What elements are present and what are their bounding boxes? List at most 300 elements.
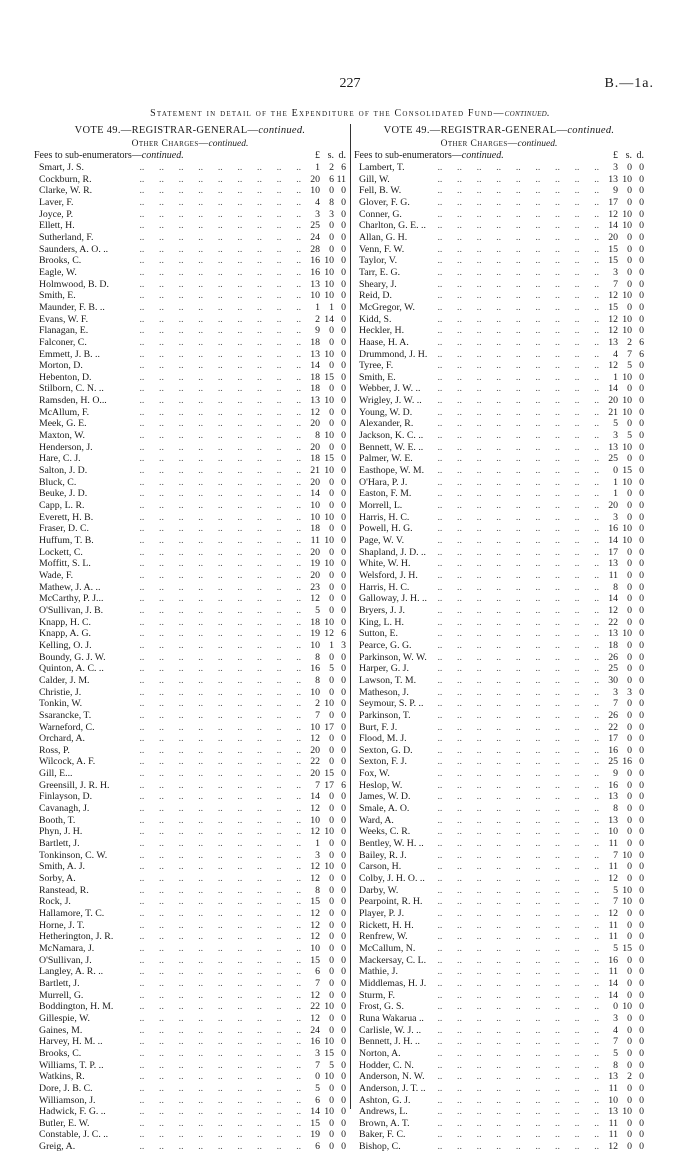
leader-dots: .. .. .. .. .. .. .. .. .. (437, 616, 604, 628)
amount-pence: 0 (341, 430, 346, 442)
payee-name: Mathie, J. (359, 966, 398, 978)
amount-shillings: 0 (627, 663, 632, 675)
table-row (354, 349, 644, 361)
amount-pounds: 15 (608, 243, 618, 255)
amount-shillings: 0 (329, 1129, 334, 1141)
payee-name: Smart, J. S. (39, 162, 84, 173)
table-row (354, 314, 644, 326)
leader-dots: .. .. .. .. .. .. .. .. .. (437, 430, 604, 442)
amount-pence: 0 (341, 208, 346, 220)
payee-name: Webber, J. W. .. (359, 383, 421, 395)
payee-name: Christie, J. (39, 686, 82, 698)
amount-pounds: 24 (310, 231, 320, 243)
leader-dots: .. .. .. .. .. .. .. .. .. (139, 604, 306, 616)
payee-name: Bishop, C. (359, 1141, 401, 1153)
amount-pounds: 14 (608, 383, 618, 395)
amount-pence: 0 (639, 500, 644, 512)
table-row (34, 943, 346, 955)
amount-pounds: 18 (310, 523, 320, 535)
payee-name: Renfrew, W. (359, 931, 408, 943)
amount-pounds: 10 (310, 942, 320, 954)
leader-dots: .. .. .. .. .. .. .. .. .. (437, 604, 604, 616)
table-row (354, 325, 644, 337)
leader-dots: .. .. .. .. .. .. .. .. .. (139, 266, 306, 278)
amount-shillings: 10 (622, 325, 632, 337)
amount-pounds: 10 (310, 500, 320, 512)
amount-pence: 0 (341, 686, 346, 698)
amount-pounds: 15 (310, 896, 320, 908)
amount-pounds: 15 (310, 1117, 320, 1129)
amount-shillings: 0 (627, 768, 632, 780)
table-row (354, 1013, 644, 1025)
payee-name: Stilborn, C. N. .. (39, 383, 104, 395)
payee-name: Ross, P. (39, 744, 70, 756)
amount-pence: 0 (341, 185, 346, 197)
vote-title-suffix: continued. (567, 125, 615, 136)
amount-shillings: 0 (627, 243, 632, 255)
amount-shillings: 15 (324, 1047, 334, 1059)
amount-pence: 0 (341, 453, 346, 465)
amount-pounds: 6 (315, 1094, 320, 1106)
amount-pounds: 21 (608, 406, 618, 418)
payee-name: Gillespie, W. (39, 1012, 90, 1024)
payee-name: King, L. H. (359, 616, 404, 628)
leader-dots: .. .. .. .. .. .. .. .. .. (139, 1012, 306, 1024)
amount-shillings: 17 (324, 779, 334, 791)
leader-dots: .. .. .. .. .. .. .. .. .. (437, 593, 604, 605)
amount-shillings: 15 (324, 371, 334, 383)
payee-name: Quinton, A. C. .. (39, 663, 104, 675)
table-row (34, 745, 346, 757)
amount-pence: 0 (341, 616, 346, 628)
payee-name: Easton, F. M. (359, 488, 412, 500)
amount-pence: 0 (341, 674, 346, 686)
table-row (34, 931, 346, 943)
leader-dots: .. .. .. .. .. .. .. .. .. (139, 931, 306, 943)
table-row (354, 512, 644, 524)
leader-dots: .. .. .. .. .. .. .. .. .. (139, 849, 306, 861)
table-row (354, 1036, 644, 1048)
amount-shillings: 0 (627, 511, 632, 523)
amount-pounds: 13 (608, 1071, 618, 1083)
leader-dots: .. .. .. .. .. .. .. .. .. (139, 1047, 306, 1059)
payee-name: Maunder, F. B. .. (39, 301, 105, 313)
payee-name: Sexton, F. J. (359, 756, 407, 768)
leader-dots: .. .. .. .. .. .. .. .. .. (437, 838, 604, 850)
amount-pence: 11 (336, 173, 346, 185)
table-row (354, 768, 644, 780)
payee-name: Beuke, J. D. (39, 488, 88, 500)
amount-pence: 0 (341, 977, 346, 989)
table-row (34, 1060, 346, 1072)
payee-name: O'Hara, P. J. (359, 476, 408, 488)
right-column (354, 124, 644, 1153)
leader-dots: .. .. .. .. .. .. .. .. .. (139, 639, 306, 651)
payee-name: Boddington, H. M. (39, 1001, 114, 1013)
amount-pounds: 20 (310, 546, 320, 558)
amount-shillings: 0 (329, 185, 334, 197)
amount-shillings: 10 (324, 395, 334, 407)
leader-dots: .. .. .. .. .. .. .. .. .. (437, 803, 604, 815)
amount-pounds: 16 (608, 954, 618, 966)
payee-name: Knapp, A. G. (39, 628, 91, 640)
amount-shillings: 6 (329, 173, 334, 185)
amount-pence: 0 (639, 173, 644, 185)
amount-pounds: 0 (315, 1071, 320, 1083)
amount-pence: 0 (639, 488, 644, 500)
amount-pounds: 13 (310, 348, 320, 360)
payee-name: Sheary, J. (359, 278, 397, 290)
amount-pence: 0 (341, 546, 346, 558)
leader-dots: .. .. .. .. .. .. .. .. .. (139, 1001, 306, 1013)
payee-name: McCallum, N. (359, 942, 416, 954)
leader-dots: .. .. .. .. .. .. .. .. .. (437, 383, 604, 395)
table-row (354, 535, 644, 547)
payee-name: Greensill, J. R. H. (39, 779, 110, 791)
table-row (34, 815, 346, 827)
amount-pence: 0 (639, 1129, 644, 1141)
amount-shillings: 0 (329, 476, 334, 488)
amount-pence: 0 (341, 663, 346, 675)
amount-pence: 0 (639, 406, 644, 418)
leader-dots: .. .. .. .. .. .. .. .. .. (139, 989, 306, 1001)
table-row (354, 477, 644, 489)
leader-dots: .. .. .. .. .. .. .. .. .. (437, 814, 604, 826)
amount-pounds: 12 (608, 1141, 618, 1153)
amount-shillings: 0 (627, 616, 632, 628)
table-row (34, 1129, 346, 1141)
leader-dots: .. .. .. .. .. .. .. .. .. (139, 441, 306, 453)
leader-dots: .. .. .. .. .. .. .. .. .. (139, 1094, 306, 1106)
amount-pence: 0 (341, 348, 346, 360)
amount-pounds: 13 (608, 814, 618, 826)
amount-pounds: 20 (608, 231, 618, 243)
table-row (354, 244, 644, 256)
table-row (354, 255, 644, 267)
amount-pounds: 8 (613, 803, 618, 815)
table-row (34, 360, 346, 372)
payee-name: Langley, A. R. .. (39, 966, 104, 978)
amount-pence: 0 (639, 628, 644, 640)
leader-dots: .. .. .. .. .. .. .. .. .. (139, 348, 306, 360)
amount-shillings: 0 (329, 569, 334, 581)
amount-pence: 0 (639, 826, 644, 838)
leader-dots: .. .. .. .. .. .. .. .. .. (139, 476, 306, 488)
amount-pence: 0 (639, 231, 644, 243)
amount-pence: 0 (341, 1129, 346, 1141)
amount-shillings: 0 (329, 709, 334, 721)
amount-shillings: 0 (329, 931, 334, 943)
amount-pence: 0 (341, 325, 346, 337)
amount-shillings: 0 (329, 756, 334, 768)
amount-shillings: 0 (329, 325, 334, 337)
amount-pounds: 3 (315, 1047, 320, 1059)
amount-pounds: 20 (608, 500, 618, 512)
fees-heading-text: Fees to sub-enumerators— (354, 150, 462, 161)
payee-name: Ranstead, R. (39, 884, 89, 896)
amount-pounds: 1 (315, 838, 320, 850)
amount-shillings: 10 (324, 558, 334, 570)
amount-shillings: 0 (329, 896, 334, 908)
leader-dots: .. .. .. .. .. .. .. .. .. (437, 733, 604, 745)
amount-pence: 0 (639, 884, 644, 896)
amount-pounds: 1 (315, 301, 320, 313)
leader-dots: .. .. .. .. .. .. .. .. .. (437, 231, 604, 243)
amount-shillings: 0 (329, 814, 334, 826)
amount-shillings: 8 (329, 196, 334, 208)
leader-dots: .. .. .. .. .. .. .. .. .. (139, 884, 306, 896)
payee-name: Mathew, J. A. .. (39, 581, 101, 593)
leader-dots: .. .. .. .. .. .. .. .. .. (139, 371, 306, 383)
amount-shillings: 0 (329, 1012, 334, 1024)
table-row (34, 407, 346, 419)
amount-pounds: 12 (608, 604, 618, 616)
table-row (34, 488, 346, 500)
amount-pounds: 11 (608, 931, 618, 943)
amount-shillings: 0 (627, 1012, 632, 1024)
leader-dots: .. .. .. .. .. .. .. .. .. (437, 884, 604, 896)
leader-dots: .. .. .. .. .. .. .. .. .. (139, 360, 306, 372)
amount-pounds: 13 (310, 278, 320, 290)
amount-shillings: 0 (329, 1094, 334, 1106)
amount-shillings: 2 (329, 162, 334, 173)
amount-pence: 0 (639, 430, 644, 442)
amount-pence: 0 (341, 569, 346, 581)
leader-dots: .. .. .. .. .. .. .. .. .. (437, 418, 604, 430)
leader-dots: .. .. .. .. .. .. .. .. .. (437, 1059, 604, 1071)
payee-name: Tonkinson, C. W. (39, 849, 108, 861)
amount-pence: 0 (639, 1082, 644, 1094)
payee-name: Taylor, V. (359, 255, 398, 267)
amount-shillings: 0 (329, 336, 334, 348)
amount-shillings: 0 (627, 721, 632, 733)
amount-pounds: 23 (310, 581, 320, 593)
payee-name: Watkins, R. (39, 1071, 85, 1083)
amount-pounds: 11 (608, 1117, 618, 1129)
amount-shillings: 0 (329, 942, 334, 954)
amount-pence: 3 (341, 639, 346, 651)
amount-shillings: 0 (627, 1059, 632, 1071)
amount-shillings: 0 (627, 546, 632, 558)
table-row (34, 174, 346, 186)
amount-pounds: 22 (310, 756, 320, 768)
table-row (34, 232, 346, 244)
table-row (354, 174, 644, 186)
payee-name: Burt, F. J. (359, 721, 398, 733)
fees-heading-suffix: continued. (461, 150, 504, 161)
table-row (354, 943, 644, 955)
amount-pence: 0 (639, 266, 644, 278)
amount-shillings: 5 (627, 430, 632, 442)
payee-name: Phyn, J. H. (39, 826, 83, 838)
amount-shillings: 0 (627, 1094, 632, 1106)
amount-pounds: 12 (310, 931, 320, 943)
payee-name: Moffitt, S. L. (39, 558, 91, 570)
amount-pence: 0 (639, 511, 644, 523)
table-row (354, 652, 644, 664)
table-row (354, 593, 644, 605)
amount-pence: 0 (341, 278, 346, 290)
table-row (34, 955, 346, 967)
amount-pounds: 7 (315, 977, 320, 989)
leader-dots: .. .. .. .. .. .. .. .. .. (139, 908, 306, 919)
leader-dots: .. .. .. .. .. .. .. .. .. (139, 1024, 306, 1036)
payee-name: Heckler, H. (359, 325, 405, 337)
table-row (34, 477, 346, 489)
amount-pounds: 10 (310, 185, 320, 197)
leader-dots: .. .. .. .. .. .. .. .. .. (139, 162, 306, 173)
amount-pence: 0 (341, 441, 346, 453)
table-row (34, 652, 346, 664)
table-row (354, 1071, 644, 1083)
payee-name: Maxton, W. (39, 430, 85, 442)
payee-name: Wrigley, J. W. .. (359, 395, 422, 407)
amount-pence: 0 (341, 360, 346, 372)
amount-shillings: 10 (622, 290, 632, 302)
amount-pence: 0 (639, 1024, 644, 1036)
other-charges-suffix: continued. (517, 139, 558, 149)
amount-pence: 0 (639, 942, 644, 954)
table-row (34, 302, 346, 314)
leader-dots: .. .. .. .. .. .. .. .. .. (139, 686, 306, 698)
amount-pence: 0 (639, 896, 644, 908)
amount-shillings: 10 (324, 861, 334, 873)
amount-shillings: 10 (622, 313, 632, 325)
amount-pence: 0 (341, 873, 346, 885)
amount-shillings: 10 (324, 266, 334, 278)
payee-name: Morrell, L. (359, 500, 403, 512)
payee-name: Fraser, D. C. (39, 523, 89, 535)
amount-pence: 0 (341, 301, 346, 313)
payee-name: Venn, F. W. (359, 243, 405, 255)
payee-name: Harris, H. C. (359, 511, 410, 523)
table-row (354, 873, 644, 885)
amount-pounds: 7 (613, 278, 618, 290)
amount-pounds: 12 (608, 873, 618, 885)
amount-pence: 0 (639, 418, 644, 430)
amount-shillings: 0 (329, 686, 334, 698)
amount-pence: 0 (341, 1071, 346, 1083)
table-row (34, 966, 346, 978)
amount-shillings: 0 (329, 733, 334, 745)
table-row (34, 337, 346, 349)
table-row (34, 418, 346, 430)
amount-shillings: 10 (324, 465, 334, 477)
amount-pounds: 10 (310, 686, 320, 698)
leader-dots: .. .. .. .. .. .. .. .. .. (437, 931, 604, 943)
table-row (354, 442, 644, 454)
leader-dots: .. .. .. .. .. .. .. .. .. (139, 453, 306, 465)
table-row (354, 687, 644, 699)
leader-dots: .. .. .. .. .. .. .. .. .. (437, 243, 604, 255)
amount-pence: 0 (639, 360, 644, 372)
leader-dots: .. .. .. .. .. .. .. .. .. (437, 989, 604, 1001)
amount-shillings: 10 (622, 628, 632, 640)
payee-name: Bennett, W. E. .. (359, 441, 424, 453)
table-row (34, 640, 346, 652)
amount-pounds: 14 (310, 360, 320, 372)
amount-pounds: 3 (613, 511, 618, 523)
amount-pence: 0 (341, 1059, 346, 1071)
payee-name: Lambert, T. (359, 162, 405, 173)
vote-title (34, 124, 346, 138)
leader-dots: .. .. .. .. .. .. .. .. .. (437, 686, 604, 698)
table-row (34, 325, 346, 337)
amount-pence: 0 (639, 709, 644, 721)
leader-dots: .. .. .. .. .. .. .. .. .. (437, 453, 604, 465)
leader-dots: .. .. .. .. .. .. .. .. .. (139, 896, 306, 908)
table-row (34, 570, 346, 582)
amount-pounds: 26 (608, 709, 618, 721)
amount-shillings: 0 (627, 1047, 632, 1059)
leader-dots: .. .. .. .. .. .. .. .. .. (437, 441, 604, 453)
left-column (34, 124, 346, 1153)
amount-pounds: 18 (310, 336, 320, 348)
payee-name: Kidd, S. (359, 313, 392, 325)
leader-dots: .. .. .. .. .. .. .. .. .. (437, 476, 604, 488)
amount-pounds: 3 (613, 1012, 618, 1024)
leader-dots: .. .. .. .. .. .. .. .. .. (139, 663, 306, 675)
amount-shillings: 0 (627, 744, 632, 756)
payee-name: Horne, J. T. (39, 919, 85, 931)
amount-shillings: 0 (627, 558, 632, 570)
amount-pence: 0 (639, 919, 644, 931)
table-row (354, 826, 644, 838)
leader-dots: .. .. .. .. .. .. .. .. .. (139, 919, 306, 931)
leader-dots: .. .. .. .. .. .. .. .. .. (437, 966, 604, 978)
other-charges-text: Other Charges— (131, 139, 209, 149)
amount-pounds: 11 (310, 535, 320, 546)
amount-shillings: 0 (627, 418, 632, 430)
payee-name: Sutton, E. (359, 628, 398, 640)
table-row (34, 663, 346, 675)
payee-name: Salton, J. D. (39, 465, 88, 477)
leader-dots: .. .. .. .. .. .. .. .. .. (139, 208, 306, 220)
leader-dots: .. .. .. .. .. .. .. .. .. (139, 301, 306, 313)
leader-dots: .. .. .. .. .. .. .. .. .. (139, 977, 306, 989)
amount-pounds: 19 (310, 1129, 320, 1141)
table-row (354, 745, 644, 757)
amount-pounds: 18 (310, 383, 320, 395)
payee-name: Sorby, A. (39, 873, 76, 885)
leader-dots: .. .. .. .. .. .. .. .. .. (139, 1141, 306, 1153)
amount-shillings: 0 (627, 639, 632, 651)
table-row (34, 850, 346, 862)
pence-header: d. (636, 150, 644, 161)
table-row (34, 768, 346, 780)
amount-pence: 0 (341, 406, 346, 418)
table-row (34, 605, 346, 617)
table-row (34, 314, 346, 326)
leader-dots: .. .. .. .. .. .. .. .. .. (139, 803, 306, 815)
amount-shillings: 0 (329, 674, 334, 686)
payee-name: Fell, B. W. (359, 185, 402, 197)
leader-dots: .. .. .. .. .. .. .. .. .. (139, 1106, 306, 1118)
amount-shillings: 15 (324, 768, 334, 780)
amount-pounds: 11 (608, 861, 618, 873)
amount-pounds: 10 (608, 1094, 618, 1106)
table-row (354, 663, 644, 675)
payee-name: Haase, H. A. (359, 336, 409, 348)
leader-dots: .. .. .. .. .. .. .. .. .. (437, 500, 604, 512)
amount-shillings: 3 (329, 208, 334, 220)
amount-shillings: 0 (329, 791, 334, 803)
amount-pounds: 12 (310, 803, 320, 815)
table-row (34, 290, 346, 302)
amount-shillings: 10 (324, 278, 334, 290)
amount-pence: 0 (341, 313, 346, 325)
amount-pence: 0 (639, 243, 644, 255)
